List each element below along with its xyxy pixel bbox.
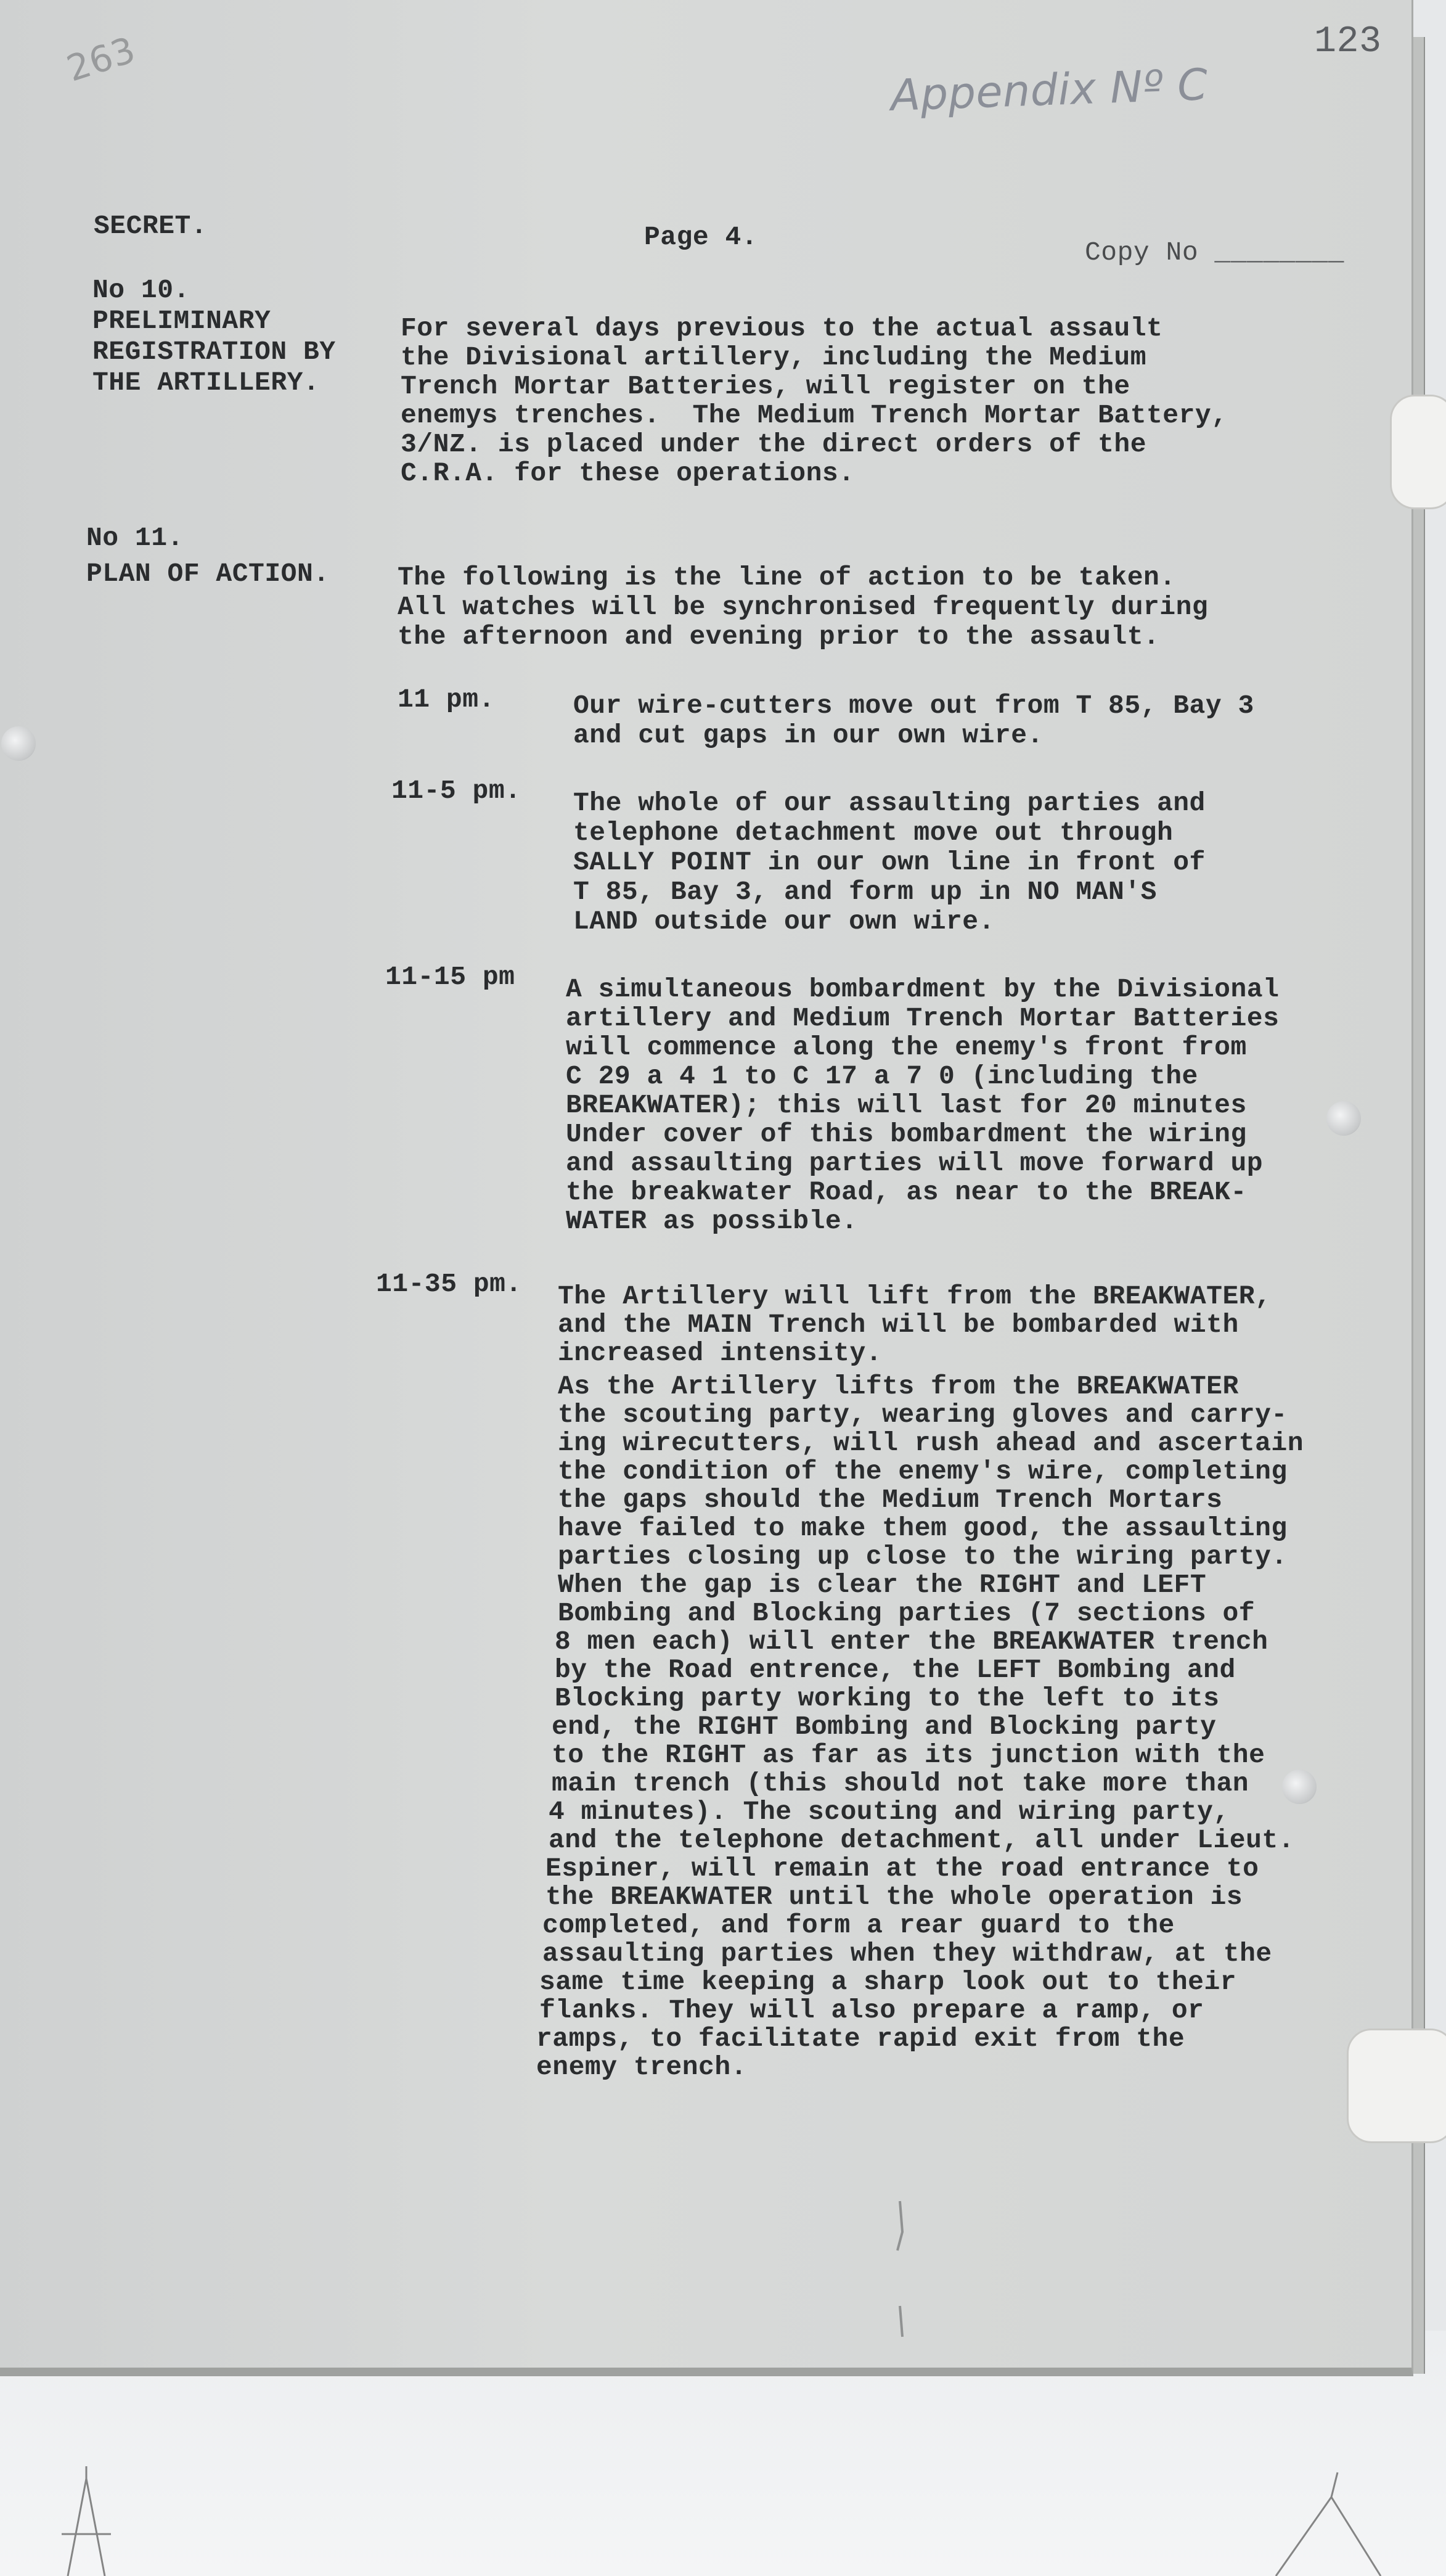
timeline-line: The whole of our assaulting parties and (573, 788, 1206, 818)
bottom-sketch (1257, 2460, 1393, 2576)
timeline-line: and cut gaps in our own wire. (573, 720, 1044, 750)
body-line: 3/NZ. is placed under the direct orders of the (401, 429, 1146, 459)
timeline-line: increased intensity. (558, 1338, 883, 1368)
section-title-line: THE ARTILLERY. (92, 367, 320, 398)
timeline-time: 11-35 pm. (376, 1269, 522, 1299)
timeline-line: T 85, Bay 3, and form up in NO MAN'S (573, 877, 1157, 907)
section-number: No 10. (92, 275, 190, 305)
folio-number: 123 (1314, 21, 1382, 63)
timeline-line: to the RIGHT as far as its junction with the (552, 1740, 1265, 1770)
binding-tape (1390, 395, 1446, 509)
section-title-line: PRELIMINARY (92, 306, 271, 336)
timeline-time: 11-5 pm. (391, 776, 521, 806)
ink-smudge (888, 2195, 912, 2343)
timeline-line: artillery and Medium Trench Mortar Batteries (566, 1003, 1280, 1033)
timeline-line: When the gap is clear the RIGHT and LEFT (558, 1570, 1207, 1600)
page-label: Page 4. (644, 222, 758, 252)
timeline-line: flanks. They will also prepare a ramp, or (539, 1995, 1204, 2025)
classification-label: SECRET. (94, 211, 208, 241)
timeline-line: ing wirecutters, will rush ahead and ascertain (558, 1428, 1304, 1458)
timeline-line: the scouting party, wearing gloves and carry- (558, 1400, 1288, 1430)
timeline-line: Blocking party working to the left to its (555, 1683, 1220, 1713)
bottom-sketch (25, 2460, 148, 2576)
timeline-line: have failed to make them good, the assaulting (558, 1513, 1288, 1543)
body-line: C.R.A. for these operations. (401, 458, 855, 488)
timeline-time: 11-15 pm (385, 962, 515, 992)
timeline-line: completed, and form a rear guard to the (542, 1910, 1175, 1940)
timeline-line: end, the RIGHT Bombing and Blocking party (552, 1712, 1217, 1742)
appendix-stamp: Appendix Nº C (889, 59, 1209, 121)
timeline-line: the BREAKWATER until the whole operation is (545, 1882, 1243, 1912)
timeline-line: BREAKWATER); this will last for 20 minutes (566, 1090, 1247, 1120)
timeline-line: 8 men each) will enter the BREAKWATER trench (555, 1626, 1268, 1657)
timeline-line: and assaulting parties will move forward up (566, 1148, 1264, 1178)
timeline-line: the breakwater Road, as near to the BREAK- (566, 1177, 1247, 1207)
timeline-line: Espiner, will remain at the road entrance to (545, 1853, 1259, 1884)
timeline-line: Bombing and Blocking parties (7 sections of (558, 1598, 1256, 1628)
timeline-line: WATER as possible. (566, 1206, 858, 1236)
punch-hole (1, 726, 36, 761)
body-line: enemys trenches. The Medium Trench Mortar Battery, (401, 400, 1228, 430)
section-title: PLAN OF ACTION. (86, 559, 330, 589)
intro-line: the afternoon and evening prior to the assault. (398, 621, 1160, 652)
timeline-line: LAND outside our own wire. (573, 906, 995, 937)
intro-line: All watches will be synchronised frequently during (398, 592, 1209, 622)
body-line: Trench Mortar Batteries, will register on the (401, 371, 1130, 401)
timeline-line: The Artillery will lift from the BREAKWATER, (558, 1281, 1272, 1311)
timeline-line: by the Road entrence, the LEFT Bombing and (555, 1655, 1236, 1685)
timeline-line: A simultaneous bombardment by the Divisional (566, 974, 1280, 1004)
timeline-line: Our wire-cutters move out from T 85, Bay 3 (573, 691, 1254, 721)
copy-number-label: Copy No ________ (1085, 237, 1344, 268)
timeline-line: Under cover of this bombardment the wiring (566, 1119, 1247, 1149)
timeline-line: the condition of the enemy's wire, completing (558, 1456, 1288, 1487)
timeline-line: ramps, to facilitate rapid exit from the (536, 2024, 1185, 2054)
timeline-line: and the MAIN Trench will be bombarded with (558, 1310, 1239, 1340)
pencil-mark: 263 (62, 28, 141, 90)
timeline-line: and the telephone detachment, all under Lieut. (549, 1825, 1294, 1855)
timeline-line: will commence along the enemy's front from (566, 1032, 1247, 1062)
intro-line: The following is the line of action to be taken. (398, 562, 1176, 593)
timeline-time: 11 pm. (398, 684, 495, 715)
body-line: the Divisional artillery, including the Medium (401, 342, 1146, 372)
body-line: For several days previous to the actual assault (401, 313, 1163, 343)
timeline-line: main trench (this should not take more than (552, 1768, 1249, 1799)
timeline-line: parties closing up close to the wiring party. (558, 1541, 1288, 1572)
punch-hole (1282, 1770, 1317, 1804)
timeline-line: As the Artillery lifts from the BREAKWATER (558, 1371, 1239, 1401)
timeline-line: same time keeping a sharp look out to their (539, 1967, 1237, 1997)
timeline-line: telephone detachment move out through (573, 818, 1174, 848)
punch-hole (1326, 1101, 1361, 1136)
timeline-line: enemy trench. (536, 2052, 747, 2082)
timeline-line: C 29 a 4 1 to C 17 a 7 0 (including the (566, 1061, 1198, 1091)
timeline-line: assaulting parties when they withdraw, at the (542, 1938, 1272, 1969)
timeline-line: 4 minutes). The scouting and wiring party, (549, 1797, 1230, 1827)
section-title-line: REGISTRATION BY (92, 337, 336, 367)
timeline-line: SALLY POINT in our own line in front of (573, 847, 1206, 877)
section-number: No 11. (86, 523, 184, 553)
binding-tape (1347, 2028, 1446, 2143)
timeline-line: the gaps should the Medium Trench Mortars (558, 1485, 1223, 1515)
